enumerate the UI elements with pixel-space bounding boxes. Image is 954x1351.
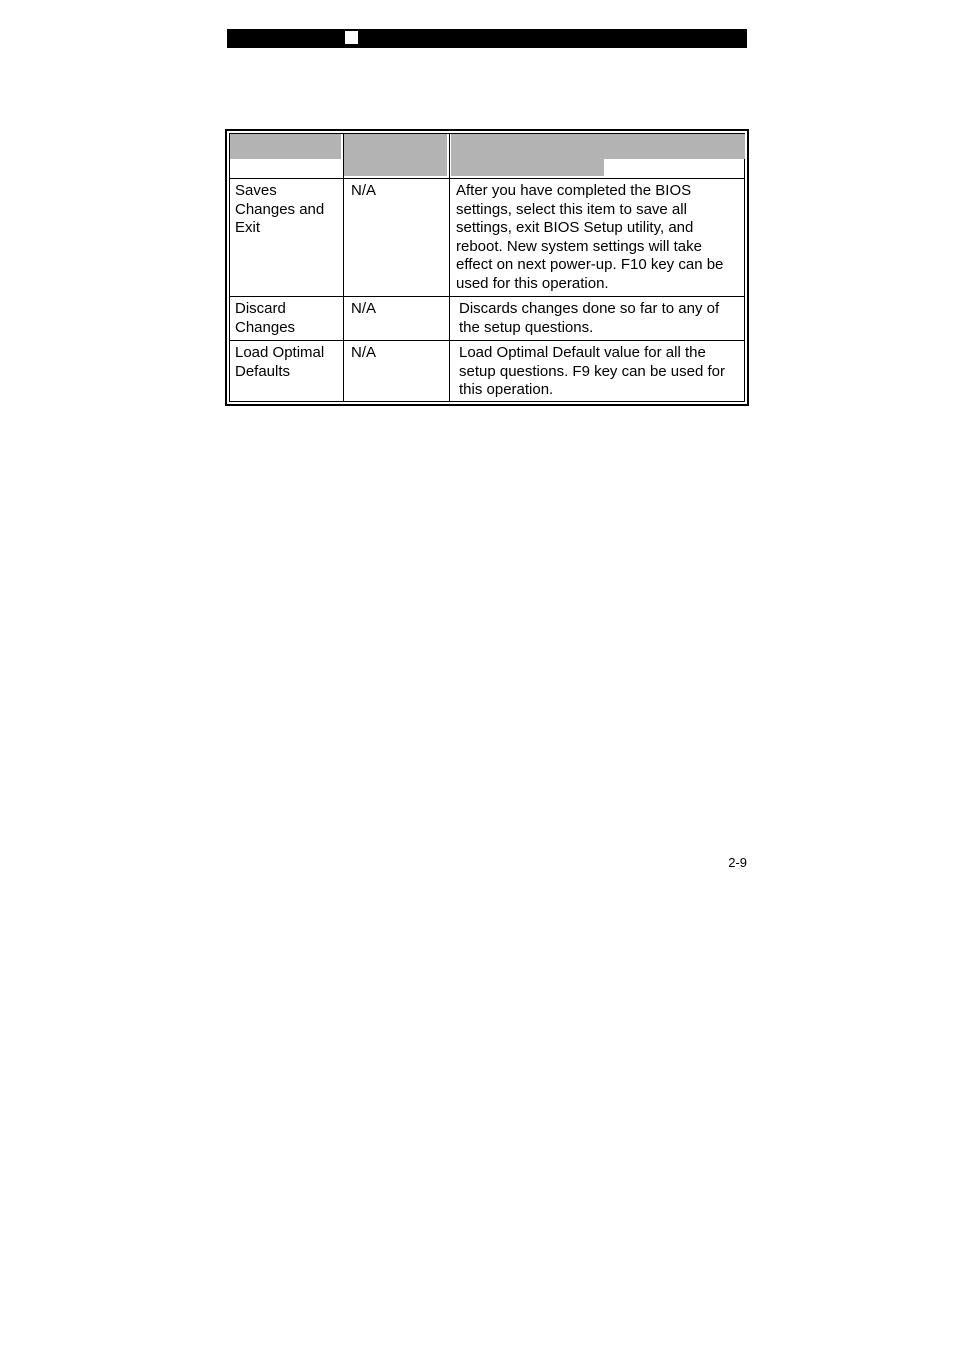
page-number: 2-9 — [728, 855, 747, 870]
table-row-1-description: After you have completed the BIOS settings, select this item to save all settings, exit BIOS Setup utility, and reboot. New system settings will take effect on next power-up. F10 key can be used for this operation. — [456, 182, 724, 292]
table-row-2-item: Discard Changes — [235, 300, 296, 336]
column-divider-2 — [449, 134, 450, 401]
table-row-1-item: Saves Changes and Exit — [235, 182, 325, 237]
table-row-3-item: Load Optimal Defaults — [235, 344, 325, 380]
table-row-1-options: N/A — [351, 182, 377, 199]
table-row-3-description: Load Optimal Default value for all the setup questions. F9 key can be used for this operation. — [459, 344, 725, 399]
header-cell-options — [344, 134, 447, 176]
row-divider-header — [230, 178, 744, 179]
header-cell-item — [230, 134, 341, 159]
row-divider-2 — [230, 340, 744, 341]
header-bar — [227, 29, 747, 48]
column-divider-1 — [343, 134, 344, 401]
table-row-2-options: N/A — [351, 300, 377, 317]
header-square-marker — [345, 31, 358, 44]
table-inner-border — [229, 133, 745, 402]
table-row-3-options: N/A — [351, 344, 377, 361]
header-cell-description-top — [451, 134, 745, 159]
row-divider-1 — [230, 296, 744, 297]
bios-exit-options-table — [225, 129, 749, 406]
header-cell-description-bottom — [451, 159, 604, 176]
table-row-2-description: Discards changes done so far to any of the setup questions. — [459, 300, 720, 336]
